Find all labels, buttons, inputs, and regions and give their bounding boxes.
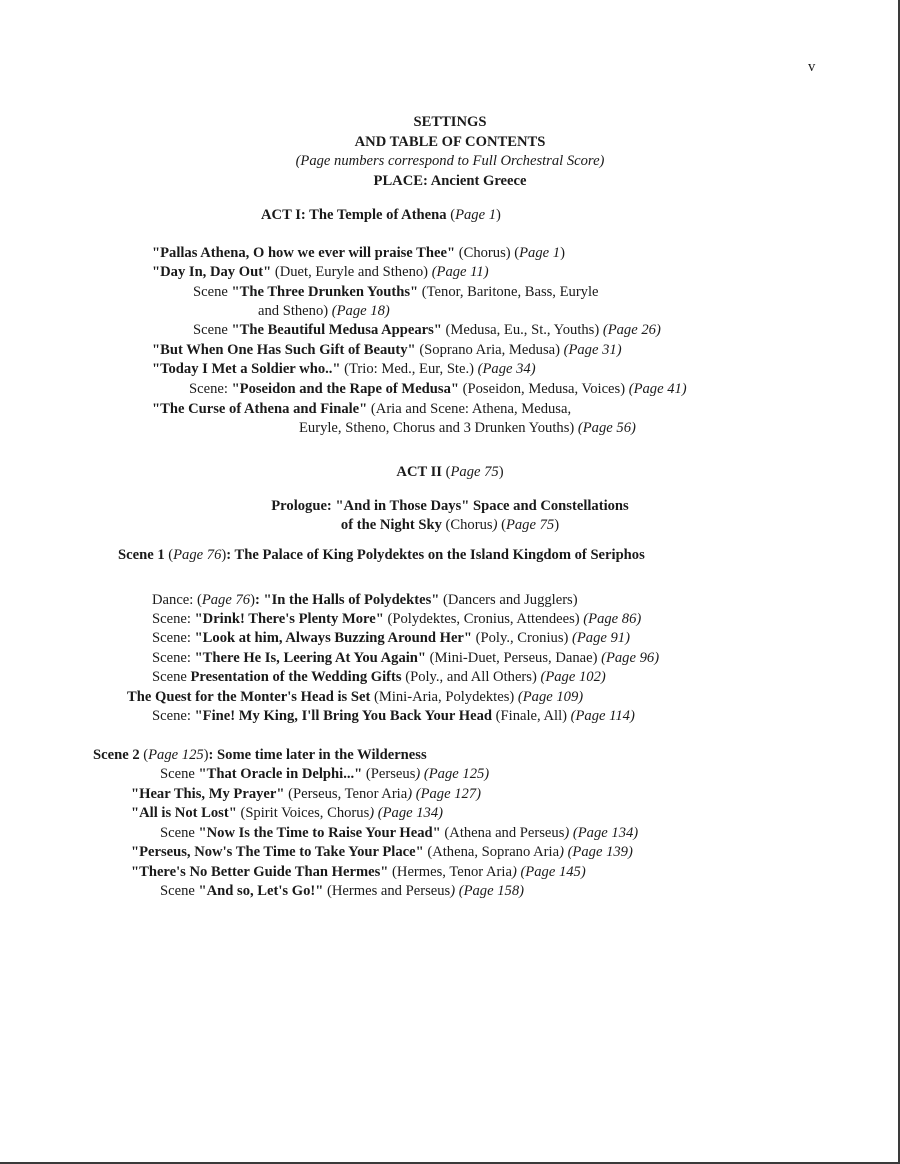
prologue-line-1: Prologue: "And in Those Days" Space and Constellations [271, 498, 629, 514]
toc-entry: Scene "And so, Let's Go!" (Hermes and Perseus) (Page 158) [160, 883, 524, 899]
toc-entry: "But When One Has Such Gift of Beauty" (Soprano Aria, Medusa) (Page 31) [152, 342, 622, 358]
toc-entry: "All is Not Lost" (Spirit Voices, Chorus) (Page 134) [131, 805, 444, 821]
toc-entry: Scene Presentation of the Wedding Gifts (Poly., and All Others) (Page 102) [152, 669, 606, 685]
toc-entry: Scene: "Drink! There's Plenty More" (Polydektes, Cronius, Attendees) (Page 86) [152, 611, 642, 627]
page-number: v [808, 59, 816, 75]
toc-entry: "The Curse of Athena and Finale" (Aria and Scene: Athena, Medusa, [152, 401, 572, 417]
toc-entry: "Hear This, My Prayer" (Perseus, Tenor Aria) (Page 127) [131, 786, 481, 802]
place-line: PLACE: Ancient Greece [373, 173, 527, 189]
toc-entry: Scene "Now Is the Time to Raise Your Head" (Athena and Perseus) (Page 134) [160, 825, 639, 841]
scene2-heading: Scene 2 (Page 125): Some time later in the Wilderness [93, 747, 427, 763]
toc-entry: The Quest for the Monter's Head is Set (Mini-Aria, Polydektes) (Page 109) [127, 689, 584, 705]
act2-heading: ACT II (Page 75) [396, 464, 504, 480]
scene1-heading: Scene 1 (Page 76): The Palace of King Polydektes on the Island Kingdom of Seriphos [118, 547, 645, 563]
toc-entry: "Perseus, Now's The Time to Take Your Place" (Athena, Soprano Aria) (Page 139) [131, 844, 633, 860]
toc-entry: Scene: "Poseidon and the Rape of Medusa" (Poseidon, Medusa, Voices) (Page 41) [189, 381, 687, 397]
toc-entry: "There's No Better Guide Than Hermes" (Hermes, Tenor Aria) (Page 145) [131, 864, 586, 880]
doc-subtitle: AND TABLE OF CONTENTS [354, 134, 546, 150]
toc-entry: "Today I Met a Soldier who.." (Trio: Med., Eur, Ste.) (Page 34) [152, 361, 536, 377]
toc-entry: Scene: "There He Is, Leering At You Again" (Mini-Duet, Perseus, Danae) (Page 96) [152, 650, 660, 666]
toc-entry: "Day In, Day Out" (Duet, Euryle and Stheno) (Page 11) [152, 264, 489, 280]
toc-entry-continued: Euryle, Stheno, Chorus and 3 Drunken Youths) (Page 56) [299, 420, 636, 436]
toc-entry: Scene: "Look at him, Always Buzzing Around Her" (Poly., Cronius) (Page 91) [152, 630, 630, 646]
toc-entry: "Pallas Athena, O how we ever will praise Thee" (Chorus) (Page 1) [152, 245, 565, 261]
toc-entry: Dance: (Page 76): "In the Halls of Polydektes" (Dancers and Jugglers) [152, 592, 578, 608]
act1-heading: ACT I: The Temple of Athena (Page 1) [261, 207, 501, 223]
toc-entry: Scene "The Beautiful Medusa Appears" (Medusa, Eu., St., Youths) (Page 26) [193, 322, 661, 338]
toc-entry: Scene: "Fine! My King, I'll Bring You Back Your Head (Finale, All) (Page 114) [152, 708, 635, 724]
toc-entry-continued: and Stheno) (Page 18) [258, 303, 390, 319]
doc-title: SETTINGS [413, 114, 487, 130]
toc-entry: Scene "That Oracle in Delphi..." (Perseus) (Page 125) [160, 766, 490, 782]
prologue-line-2: of the Night Sky (Chorus) (Page 75) [340, 517, 560, 533]
toc-entry: Scene "The Three Drunken Youths" (Tenor, Baritone, Bass, Euryle [193, 284, 599, 300]
doc-note: (Page numbers correspond to Full Orchestral Score) [295, 153, 605, 169]
